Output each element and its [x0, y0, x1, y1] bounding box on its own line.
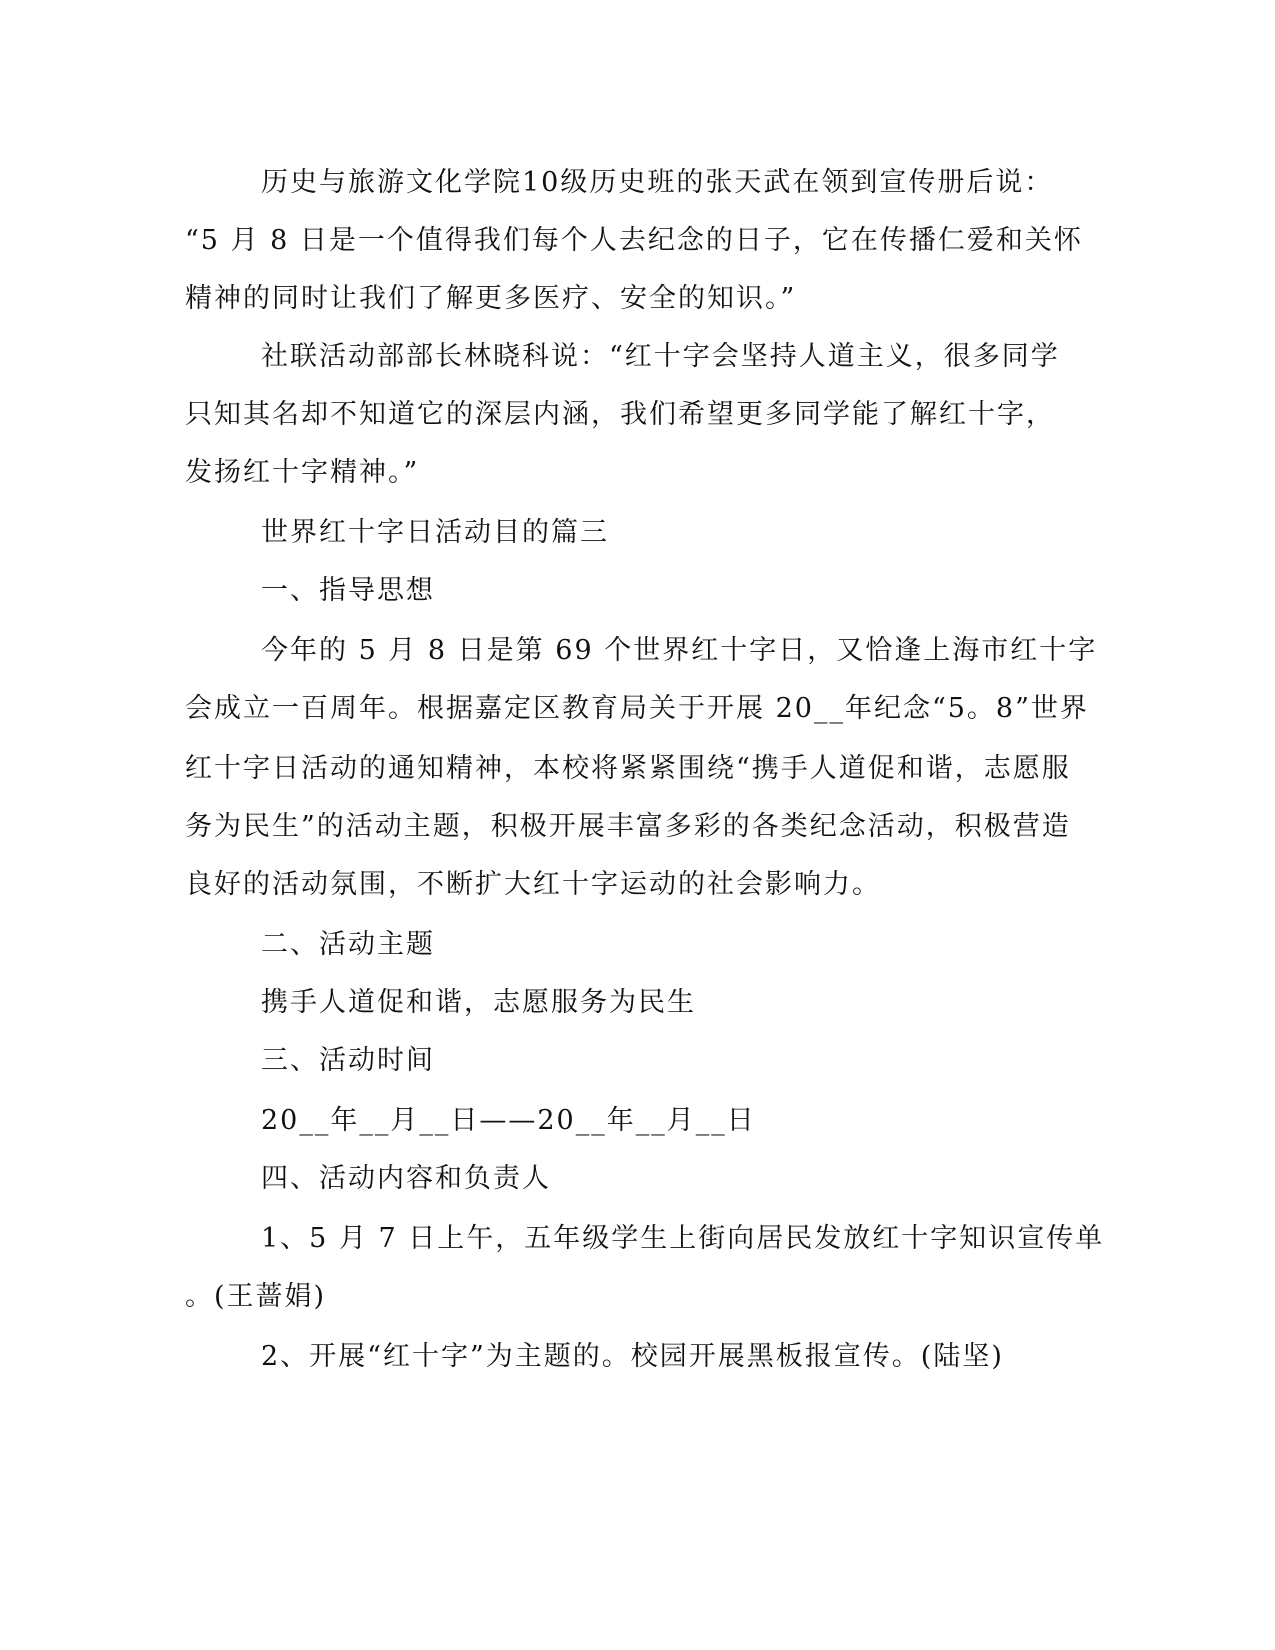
list-item: 2、开展“红十字”为主题的。校园开展黑板报宣传。(陆坚)	[261, 1341, 1004, 1372]
section-heading: 世界红十字日活动目的篇三	[261, 517, 609, 548]
list-item: 。(王蔷娟)	[185, 1281, 327, 1312]
text-line: 会成立一百周年。根据嘉定区教育局关于开展 20__年纪念“5。8”世界	[185, 693, 1089, 724]
text-line: 携手人道促和谐，志愿服务为民生	[261, 987, 696, 1018]
text-line: 今年的 5 月 8 日是第 69 个世界红十字日，又恰逢上海市红十字	[261, 635, 1098, 666]
section-heading: 四、活动内容和负责人	[261, 1163, 551, 1194]
text-line: “5 月 8 日是一个值得我们每个人去纪念的日子，它在传播仁爱和关怀	[185, 225, 1083, 256]
section-heading: 二、活动主题	[261, 929, 435, 960]
text-line: 良好的活动氛围，不断扩大红十字运动的社会影响力。	[185, 869, 881, 900]
list-item: 1、5 月 7 日上午，五年级学生上街向居民发放红十字知识宣传单	[261, 1223, 1105, 1254]
text-line: 发扬红十字精神。”	[185, 457, 420, 488]
text-line: 红十字日活动的通知精神，本校将紧紧围绕“携手人道促和谐，志愿服	[185, 753, 1071, 784]
text-line: 务为民生”的活动主题，积极开展丰富多彩的各类纪念活动，积极营造	[185, 811, 1071, 842]
text-line: 20__年__月__日——20__年__月__日	[261, 1105, 756, 1136]
text-line: 社联活动部部长林晓科说：“红十字会坚持人道主义，很多同学	[261, 341, 1060, 372]
text-line: 只知其名却不知道它的深层内涵，我们希望更多同学能了解红十字，	[185, 399, 1055, 430]
text-line: 历史与旅游文化学院10级历史班的张天武在领到宣传册后说：	[261, 167, 1054, 198]
section-heading: 一、指导思想	[261, 575, 435, 606]
section-heading: 三、活动时间	[261, 1045, 435, 1076]
text-line: 精神的同时让我们了解更多医疗、安全的知识。”	[185, 283, 797, 314]
